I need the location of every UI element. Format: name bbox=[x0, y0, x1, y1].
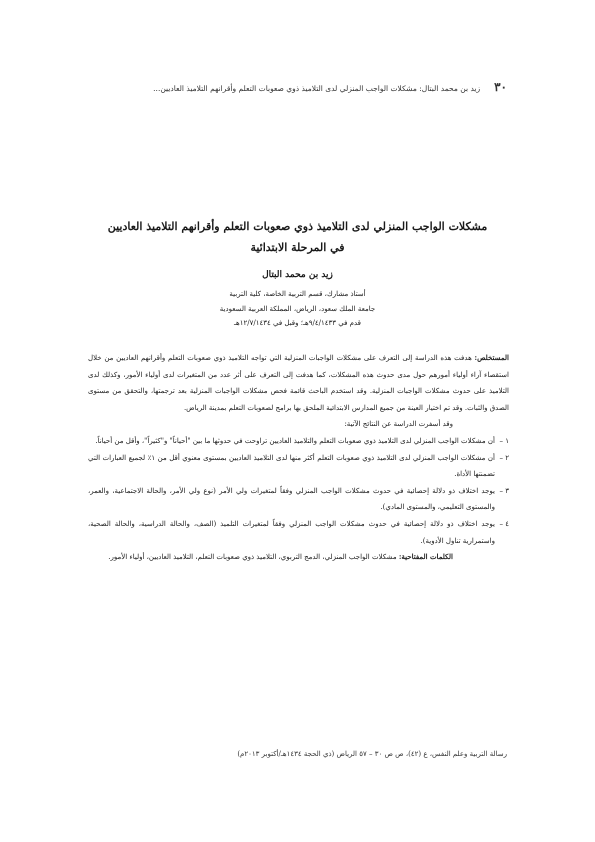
result-number: ١ – bbox=[499, 436, 509, 445]
keywords-label: الكلمات المفتاحية: bbox=[398, 552, 453, 562]
result-number: ٤ – bbox=[499, 519, 509, 528]
running-title: زيد بن محمد البتال: مشكلات الواجب المنزلي لدى التلاميذ ذوي صعوبات التعلم وأقرانهم التلاميذ العاديين... bbox=[153, 84, 481, 93]
author-university: جامعة الملك سعود، الرياض، المملكة العربية السعودية bbox=[219, 304, 376, 313]
title-line-2: في المرحلة الابتدائية bbox=[250, 241, 345, 254]
result-item bbox=[88, 483, 509, 516]
result-item bbox=[88, 516, 509, 549]
author-name: زيد بن محمد البتال bbox=[262, 270, 333, 280]
result-item bbox=[88, 450, 509, 483]
result-text: أن مشكلات الواجب المنزلي لدى التلاميذ ذوي صعوبات التعلم أكثر منها لدى التلاميذ العاديين بمستوى معنوي أقل من ١٪ لجميع العبارات التي تضمنتها الأداة. bbox=[88, 453, 495, 479]
submission-dates: قدم في ٩/٤/١٤٣٣هـ؛ وقبل في ١٢/٧/١٤٣٤هـ bbox=[233, 319, 362, 327]
result-text: يوجد اختلاف ذو دلالة إحصائية في حدوث مشكلات الواجب المنزلي وفقاً لمتغيرات التلميذ (الصف، والحالة الدراسية، والحالة الصحية، واستمرارية تناول الأدوية). bbox=[88, 519, 495, 545]
result-text: أن مشكلات الواجب المنزلي لدى التلاميذ ذوي صعوبات التعلم والتلاميذ العاديين تراوحت في حدوثها ما بين "أحياناً" و"كثيراً"، وأقل من أحياناً. bbox=[95, 436, 495, 445]
result-number: ٣ – bbox=[499, 486, 509, 495]
abstract-text: هدفت هذه الدراسة إلى التعرف على مشكلات الواجبات المنزلية التي تواجه التلاميذ ذوي صعوبات التعلم وأقرانهم العاديين من خلال استقصاء آراء أولياء أمورهم حول مدى حدوث هذه المشكلات، كما هدفت إلى التعرف على أثر عدد من المتغيرات لدى أولياء الأمور، وكذلك لدى التلاميذ على حدوث مشكلات الواجبات المنزلية. وقد استخدم الباحث قائمة فحص مشكلات الواجبات المنزلية بعد ترجمتها، والتحقق من مستوى الصدق والثبات. وقد تم اختيار العينة من جميع المدارس الابتدائية الملحق بها برامج لصعوبات التعلم بمدينة الرياض. bbox=[88, 354, 509, 412]
results-lead: وقد أسفرت الدراسة عن النتائج الآتية: bbox=[344, 420, 453, 429]
abstract-label: المستخلص: bbox=[474, 353, 509, 362]
result-item bbox=[88, 433, 509, 450]
result-number: ٢ – bbox=[499, 453, 509, 462]
title-line-1: مشكلات الواجب المنزلي لدى التلاميذ ذوي صعوبات التعلم وأقرانهم التلاميذ العاديين bbox=[107, 220, 488, 233]
abstract bbox=[88, 350, 509, 566]
author-position: أستاذ مشارك، قسم التربية الخاصة، كلية التربية bbox=[229, 290, 366, 298]
author-block bbox=[60, 270, 535, 331]
result-text: يوجد اختلاف ذو دلالة إحصائية في حدوث مشكلات الواجب المنزلي وفقاً لمتغيرات ولي الأمر (نوع ولي الأمر، والحالة الاجتماعية، والعمر، والمستوى التعليمي، والمستوى المادي). bbox=[88, 486, 495, 512]
running-head bbox=[110, 80, 507, 94]
keywords-text: مشكلات الواجب المنزلي، الدمج التربوي، التلاميذ ذوي صعوبات التعلم، التلاميذ العاديين، أولياء الأمور. bbox=[108, 553, 397, 562]
article-title bbox=[60, 216, 535, 258]
page-number: ٣٠ bbox=[494, 80, 507, 94]
journal-citation: رسالة التربية وعلم النفس، ع (٤٢)، ص ص ٣٠ – ٥٧ الرياض (ذي الحجة ١٤٣٤هـ/أكتوبر ٢٠١٣م) bbox=[237, 750, 507, 758]
keywords-paragraph bbox=[88, 549, 509, 566]
abstract-paragraph bbox=[88, 350, 509, 416]
